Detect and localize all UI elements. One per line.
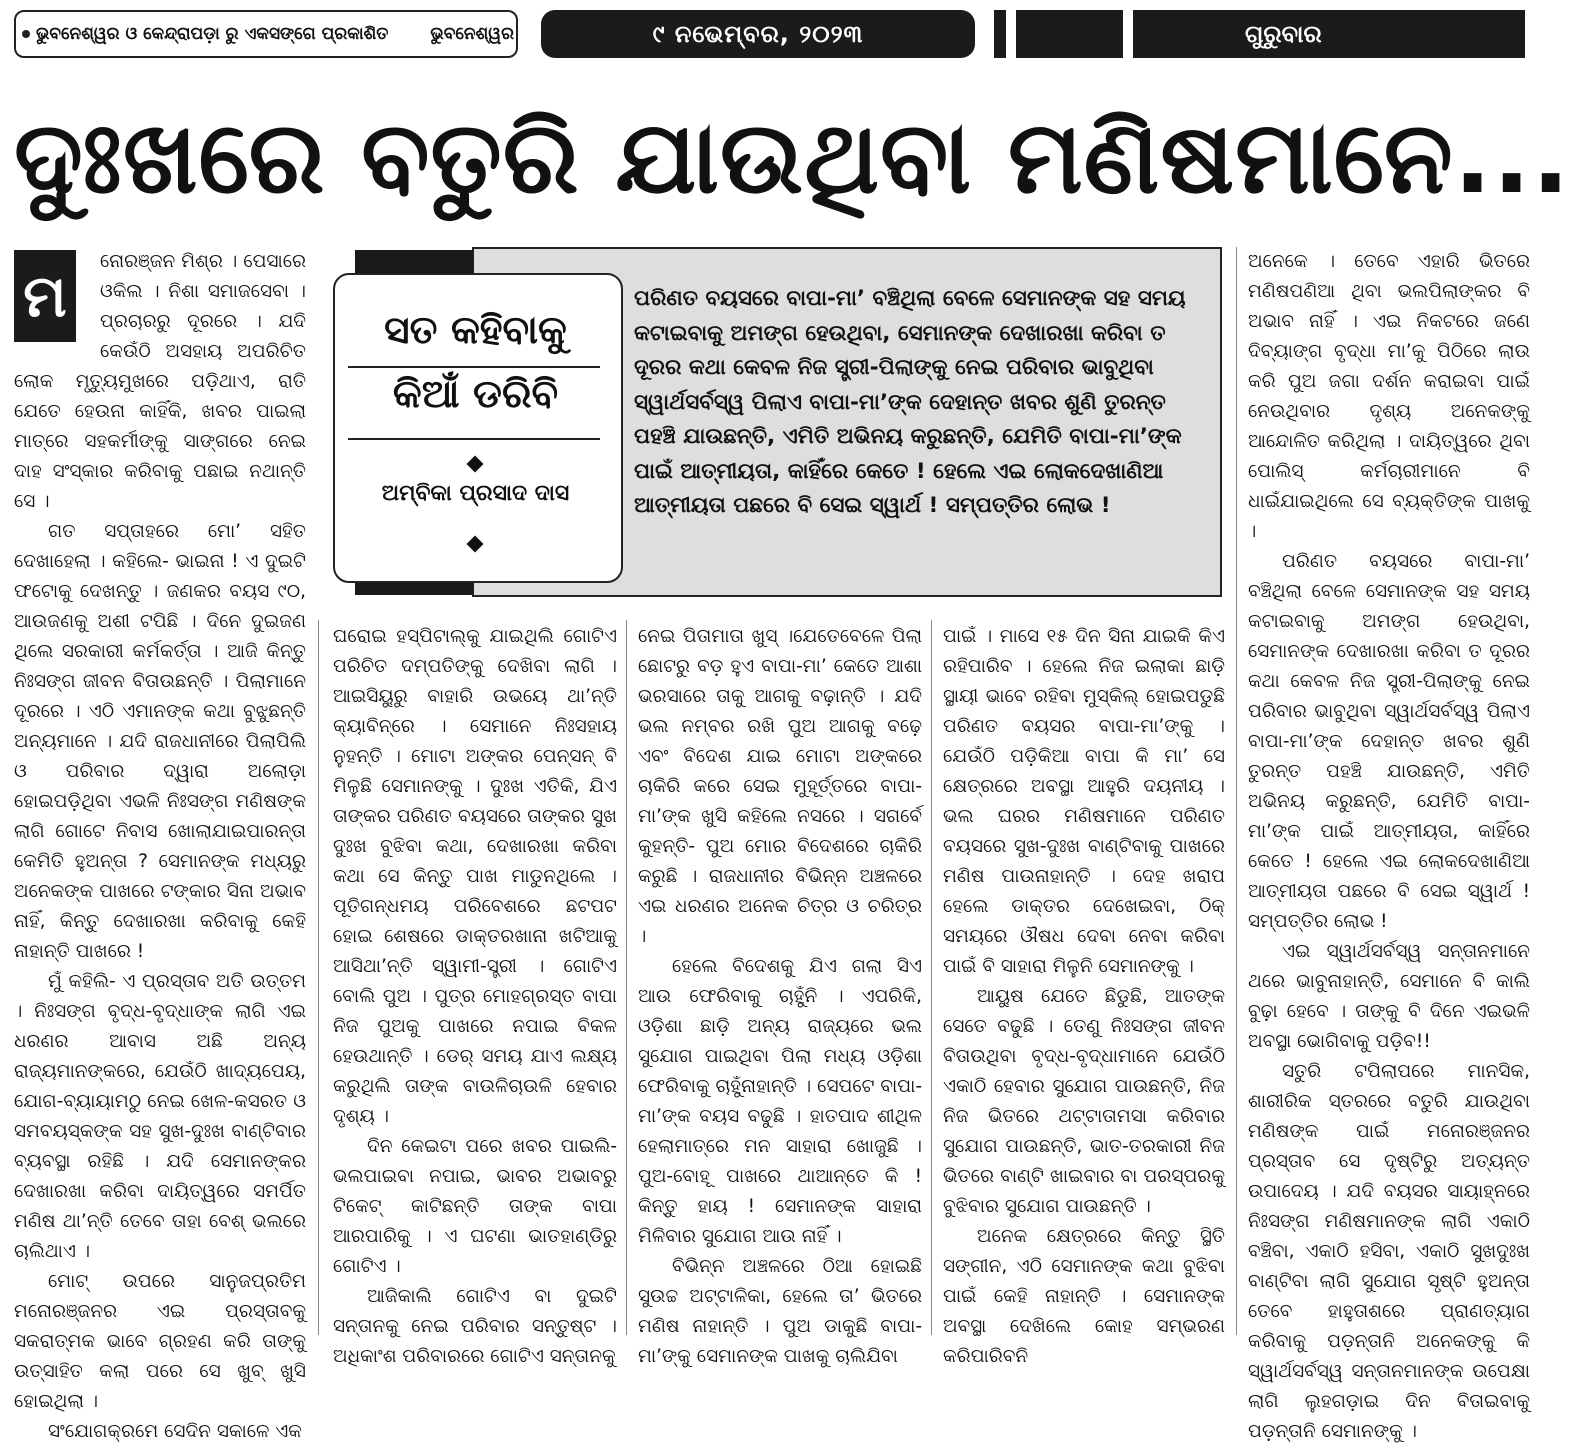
paragraph: ସଂଯୋଗକ୍ରମେ ସେଦିନ ସକାଳେ ଏକ [48,1421,302,1442]
column-title-line2: କିଆଁ ଡରିବି [392,372,559,417]
paragraph: ନୋରଞ୍ଜନ ମିଶ୍ର । ପେସାରେ ଓକିଲ । ନିଶା ସମାଜସେବା । ପ୍ରଚାରରୁ ଦୂରରେ । ଯଦି କେଉଁଠି ଅସହାୟ ଅପରିଚିତ ଲୋକ ମୃତ୍ୟୁମୁଖରେ ପଡ଼ିଥାଏ, ରାତି ଯେତେ ହେଉନା କାହିଁକି, ଖବର ପାଇଲା ମାତ୍ରେ ସହକର୍ମୀଙ୍କୁ ସାଙ୍ଗରେ ନେଇ ଦାହ ସଂସ୍କାର କରିବାକୁ ପଛାଇ ନଥାନ୍ତି ସେ । [14,251,306,512]
issue-day: ଗୁରୁବାର [1133,10,1525,58]
paragraph: ପରିଣତ ବୟସରେ ବାପା-ମା’ ବଞ୍ଚିଥିଲା ବେଳେ ସେମାନଙ୍କ ସହ ସମୟ କଟାଇବାକୁ ଅମଙ୍ଗ ହେଉଥିବା, ସେମାନଙ୍କ ଦେଖାରଖା କରିବା ତ ଦୂରର କଥା କେବଳ ନିଜ ସ୍ତ୍ରୀ-ପିଲାଙ୍କୁ ନେଇ ପରିବାର ଭାବୁଥିବା ସ୍ୱାର୍ଥସର୍ବସ୍ୱ ପିଲାଏ ବାପା-ମା’ଙ୍କ ଦେହାନ୍ତ ଖବର ଶୁଣି ତୁରନ୍ତ ପହଞ୍ଚି ଯାଉଛନ୍ତି, ଏମିତି ଅଭିନୟ କରୁଛନ୍ତି, ଯେମିତି ବାପା-ମା’ଙ୍କ ପାଇଁ ଆତ୍ମୀୟତା, କାହିଁରେ କେତେ ! ହେଲେ ଏଇ ଲୋକଦେଖାଣିଆ ଆତ୍ମୀୟତା ପଛରେ ବି ସେଇ ସ୍ୱାର୍ଥ ! ସମ୍ପତ୍ତିର ଲୋଭ ! [1248,551,1530,932]
paragraph: ଆୟୁଷ ଯେତେ ଛିଡୁଛି, ଆତଙ୍କ ସେତେ ବଢୁଛି । ତେଣୁ ନିଃସଙ୍ଗ ଜୀବନ ବିତାଉଥିବା ବୃଦ୍ଧ-ବୃଦ୍ଧାମାନେ ଯେଉଁଠି ଏକାଠି ହେବାର ସୁଯୋଗ ପାଉଛନ୍ତି, ନିଜ ନିଜ ଭିତରେ ଥଟ୍ଟାତାମସା କରିବାର ସୁଯୋଗ ପାଉଛନ୍ତି, ଭାତ-ତରକାରୀ ନିଜ ଭିତରେ ବାଣ୍ଟି ଖାଇବାର ବା ପରସ୍ପରକୁ ବୁଝିବାର ସୁଯୋଗ ପାଉଛନ୍ତି । [943,986,1225,1217]
paragraph: ଅନେକେ । ତେବେ ଏହାରି ଭିତରେ ମଣିଷପଣିଆ ଥିବା ଭଲପିଲାଙ୍କର ବି ଅଭାବ ନାହିଁ । ଏଇ ନିକଟରେ ଜଣେ ଦିବ୍ୟାଙ୍ଗ ବୃଦ୍ଧା ମା’କୁ ପିଠିରେ ଲାଉ କରି ପୁଅ ଜଗା ଦର୍ଶନ କରାଇବା ପାଇଁ ନେଉଥିବାର ଦୃଶ୍ୟ ଅନେକଙ୍କୁ ଆନ୍ଦୋଳିତ କରିଥିଲା । ଦାୟିତ୍ୱରେ ଥିବା ପୋଲିସ୍ କର୍ମଚାରୀମାନେ ବି ଧାଇଁଯାଇଥିଲେ ସେ ବ୍ୟକ୍ତିଙ୍କ ପାଖକୁ । [1248,251,1530,542]
publication-line: ଭୁବନେଶ୍ୱର ଓ କେନ୍ଦ୍ରାପଡ଼ା ରୁ ଏକସଙ୍ଗେ ପ୍ରକାଶିତ [36,24,389,44]
drop-cap-spacer [14,247,100,339]
paragraph: ସତୁରି ଟପିଲାପରେ ମାନସିକ, ଶାରୀରିକ ସ୍ତରରେ ବତୁରି ଯାଉଥିବା ମଣିଷଙ୍କ ପାଇଁ ମନୋରଞ୍ଜନର ପ୍ରସ୍ତାବ ସେ ଦୃଷ୍ଟିରୁ ଅତ୍ୟନ୍ତ ଉପାଦେୟ । ଯଦି ବୟସର ସାୟାହ୍ନରେ ନିଃସଙ୍ଗ ମଣିଷମାନଙ୍କ ଲାଗି ଏକାଠି ବଞ୍ଚିବା, ଏକାଠି ହସିବା, ଏକାଠି ସୁଖଦୁଃଖ ବାଣ୍ଟିବା ଲାଗି ସୁଯୋଗ ସୃଷ୍ଟି ହୁଅନ୍ତା ତେବେ ହାହୁତାଶରେ ପ୍ରାଣତ୍ୟାଗ କରିବାକୁ ପଡ଼ନ୍ତାନି ଅନେକଙ୍କୁ କି ସ୍ୱାର୍ଥସର୍ବସ୍ୱ ସନ୍ତାନମାନଙ୍କ ଉପେକ୍ଷା ଲାଗି ଲୁହଗଡ଼ାଇ ଦିନ ବିତାଇବାକୁ ପଡ଼ନ୍ତାନି ସେମାନଙ୍କୁ । [1248,1061,1530,1442]
column-rule [931,620,932,1335]
blurb-text: ପରିଣତ ବୟସରେ ବାପା-ମା’ ବଞ୍ଚିଥିଲା ବେଳେ ସେମାନଙ୍କ ସହ ସମୟ କଟାଇବାକୁ ଅମଙ୍ଗ ହେଉଥିବା, ସେମାନଙ୍କ ଦେଖାରଖା କରିବା ତ ଦୂରର କଥା କେବଳ ନିଜ ସ୍ତ୍ରୀ-ପିଲାଙ୍କୁ ନେଇ ପରିବାର ଭାବୁଥିବା ସ୍ୱାର୍ଥସର୍ବସ୍ୱ ପିଲାଏ ବାପା-ମା’ଙ୍କ ଦେହାନ୍ତ ଖବର ଶୁଣି ତୁରନ୍ତ ପହଞ୍ଚି ଯାଉଛନ୍ତି, ଏମିତି ଅଭିନୟ କରୁଛନ୍ତି, ଯେମିତି ବାପା-ମା’ଙ୍କ ପାଇଁ ଆତ୍ମୀୟତା, କାହିଁରେ କେତେ ! ହେଲେ ଏଇ ଲୋକଦେଖାଣିଆ ଆତ୍ମୀୟତା ପଛରେ ବି ସେଇ ସ୍ୱାର୍ଥ ! ସମ୍ପତ୍ତିର ଲୋଭ ! [634,286,1186,518]
paragraph: ଅନେକ କ୍ଷେତ୍ରରେ କିନ୍ତୁ ସ୍ଥିତି ସଙ୍ଗୀନ, ଏଠି ସେମାନଙ୍କ କଥା ବୁଝିବା ପାଇଁ କେହି ନାହାନ୍ତି । ସେମାନଙ୍କ ଅବସ୍ଥା ଦେଖିଲେ କୋହ ସମ୍ଭରଣ କରିପାରିବନି [943,1226,1225,1367]
article-column-3 [638,622,922,1367]
article-column-2 [333,622,617,1367]
edition-city: ଭୁବନେଶ୍ୱର [430,24,514,44]
page-headline: ଦୁଃଖରେ ବତୁରି ଯାଉଥିବା ମଣିଷମାନେ... [14,99,1571,216]
paragraph: ମୋଟ୍ ଉପରେ ସାନୁଜପ୍ରତିମ ମନୋରଞ୍ଜନର ଏଇ ପ୍ରସ୍ତାବକୁ ସକରାତ୍ମକ ଭାବେ ଗ୍ରହଣ କରି ତାଙ୍କୁ ଉତ୍ସାହିତ କଲା ପରେ ସେ ଖୁବ୍ ଖୁସି ହୋଇଥିଲା । [14,1271,306,1412]
column-title-line1: ସତ କହିବାକୁ [384,308,567,353]
header-divider [1016,10,1123,58]
article-column-4 [943,622,1225,1367]
paragraph: ନେଇ ପିତାମାତା ଖୁସ୍ ।ଯେତେବେଳେ ପିଲା ଛୋଟରୁ ବଡ଼ ହୁଏ ବାପା-ମା’ କେତେ ଆଶା ଭରସାରେ ତାକୁ ଆଗକୁ ବଢ଼ାନ୍ତି । ଯଦି ଭଲ ନମ୍ବର ରଖି ପୁଅ ଆଗକୁ ବଢ଼େ ଏବଂ ବିଦେଶ ଯାଇ ମୋଟା ଅଙ୍କରେ ଚାକିରି କରେ ସେଇ ମୁହୂର୍ତ୍ତରେ ବାପା-ମା’ଙ୍କ ଖୁସି କହିଲେ ନସରେ । ସଗର୍ବେ କୁହନ୍ତି- ପୁଅ ମୋର ବିଦେଶରେ ଚାକିରି କରୁଛି । ରାଜଧାନୀର ବିଭିନ୍ନ ଅଞ୍ଚଳରେ ଏଇ ଧରଣର ଅନେକ ଚିତ୍ର ଓ ଚରିତ୍ର । [638,626,922,947]
divider [348,366,600,368]
paragraph: ଦିନ କେଇଟା ପରେ ଖବର ପାଇଲି- ଭଲପାଇବା ନପାଇ, ଭାବର ଅଭାବରୁ ଟିକେଟ୍ କାଟିଛନ୍ତି ତାଙ୍କ ବାପା ଆରପାରିକୁ । ଏ ଘଟଣା ଭାତହାଣ୍ଡିରୁ ଗୋଟିଏ । [333,1136,617,1277]
paragraph: ଏଇ ସ୍ୱାର୍ଥସର୍ବସ୍ୱ ସନ୍ତାନମାନେ ଥରେ ଭାବୁନାହାନ୍ତି, ସେମାନେ ବି କାଲି ବୁଢ଼ା ହେବେ । ତାଙ୍କୁ ବି ଦିନେ ଏଇଭଳି ଅବସ୍ଥା ଭୋଗିବାକୁ ପଡ଼ିବ!! [1248,941,1530,1052]
column-rule [1236,247,1237,1335]
paragraph: ବିଭିନ୍ନ ଅଞ୍ଚଳରେ ଠିଆ ହୋଇଛି ସୁଉଚ୍ଚ ଅଟ୍ଟାଳିକା, ହେଲେ ତା’ ଭିତରେ ମଣିଷ ନାହାନ୍ତି । ପୁଅ ଡାକୁଛି ବାପା-ମା’ଙ୍କୁ ସେମାନଙ୍କ ପାଖକୁ ଚାଲିଯିବା [638,1256,922,1367]
paragraph: ଆଜିକାଲି ଗୋଟିଏ ବା ଦୁଇଟି ସନ୍ତାନକୁ ନେଇ ପରିବାର ସନ୍ତୁଷ୍ଟ । ଅଧିକାଂଶ ପରିବାରରେ ଗୋଟିଏ ସନ୍ତାନକୁ [333,1286,617,1367]
divider [348,438,600,440]
bullet-icon [22,30,30,38]
column-rule [626,620,627,1335]
paragraph: ପାଇଁ । ମାସେ ୧୫ ଦିନ ସିନା ଯାଇକି କିଏ ରହିପାରିବ । ହେଲେ ନିଜ ଇଲାକା ଛାଡ଼ି ସ୍ଥାୟୀ ଭାବେ ରହିବା ମୁସ୍କିଲ୍ ହୋଇପଡୁଛି ପରିଣତ ବୟସର ବାପା-ମା’ଙ୍କୁ । ଯେଉଁଠି ପଡ଼ିକିଆ ବାପା କି ମା’ ସେ କ୍ଷେତ୍ରରେ ଅବସ୍ଥା ଆହୁରି ଦୟନୀୟ । ଭଲ ଘରର ମଣିଷମାନେ ପରିଣତ ବୟସରେ ସୁଖ-ଦୁଃଖ ବାଣ୍ଟିବାକୁ ପାଖରେ ମଣିଷ ପାଉନାହାନ୍ତି । ଦେହ ଖରାପ ହେଲେ ଡାକ୍ତର ଦେଖେଇବା, ଠିକ୍ ସମୟରେ ଔଷଧ ଦେବା ନେବା କରିବା ପାଇଁ ବି ସାହାରା ମିଳୁନି ସେମାନଙ୍କୁ । [943,626,1225,977]
paragraph: ହେଲେ ବିଦେଶକୁ ଯିଏ ଗଲା ସିଏ ଆଉ ଫେରିବାକୁ ଚାହୁଁନି । ଏପରିକି, ଓଡ଼ିଶା ଛାଡ଼ି ଅନ୍ୟ ରାଜ୍ୟରେ ଭଲ ସୁଯୋଗ ପାଇଥିବା ପିଲା ମଧ୍ୟ ଓଡ଼ିଶା ଫେରିବାକୁ ଚାହୁଁନାହାନ୍ତି । ସେପଟେ ବାପା-ମା’ଙ୍କ ବୟସ ବଢୁଛି । ହାତପାଦ ଶୀଥିଳ ହେଲାମାତ୍ରେ ମନ ସାହାରା ଖୋଜୁଛି । ପୁଅ-ବୋହୂ ପାଖରେ ଥାଆନ୍ତେ କି ! କିନ୍ତୁ ହାୟ ! ସେମାନଙ୍କ ସାହାରା ମିଳିବାର ସୁଯୋଗ ଆଉ ନାହିଁ । [638,956,922,1247]
paragraph: ଗତ ସପ୍ତାହରେ ମୋ’ ସହିତ ଦେଖାହେଲା । କହିଲେ- ଭାଇନା ! ଏ ଦୁଇଟି ଫଟୋକୁ ଦେଖନ୍ତୁ । ଜଣକର ବୟସ ୯୦, ଆଉଜଣକୁ ଅଶୀ ଟପିଛି । ଦିନେ ଦୁଇଜଣ ଥିଲେ ସରକାରୀ କର୍ମକର୍ତ୍ତା । ଆଜି କିନ୍ତୁ ନିଃସଙ୍ଗ ଜୀବନ ବିତାଉଛନ୍ତି । ପିଲାମାନେ ଦୂରରେ । ଏଠି ଏମାନଙ୍କ କଥା ବୁଝୁଛନ୍ତି ଅନ୍ୟମାନେ । ଯଦି ରାଜଧାନୀରେ ପିଲାପିଲି ଓ ପରିବାର ଦ୍ୱାରା ଅଲୋଡ଼ା ହୋଇପଡ଼ିଥିବା ଏଭଳି ନିଃସଙ୍ଗ ମଣିଷଙ୍କ ଲାଗି ଗୋଟେ ନିବାସ ଖୋଲାଯାଇପାରନ୍ତା କେମିତି ହୁଅନ୍ତା ? ସେମାନଙ୍କ ମଧ୍ୟରୁ ଅନେକଙ୍କ ପାଖରେ ଟଙ୍କାର ସିନା ଅଭାବ ନାହିଁ, କିନ୍ତୁ ଦେଖାରଖା କରିବାକୁ କେହି ନାହାନ୍ତି ପାଖରେ ! [14,521,306,962]
column-rule [318,620,319,1335]
article-column-5 [1248,247,1530,1442]
article-column-1 [14,247,306,1442]
paragraph: ମୁଁ କହିଲି- ଏ ପ୍ରସ୍ତାବ ଅତି ଉତ୍ତମ । ନିଃସଙ୍ଗ ବୃଦ୍ଧ-ବୃଦ୍ଧାଙ୍କ ଲାଗି ଏଇ ଧରଣର ଆବାସ ଅଛି ଅନ୍ୟ ରାଜ୍ୟମାନଙ୍କରେ, ଯେଉଁଠି ଖାଦ୍ୟପେୟ, ଯୋଗ-ବ୍ୟାୟାମଠୁ ନେଇ ଖେଳ-କସରତ ଓ ସମବୟସ୍କଙ୍କ ସହ ସୁଖ-ଦୁଃଖ ବାଣ୍ଟିବାର ବ୍ୟବସ୍ଥା ରହିଛି । ଯଦି ସେମାନଙ୍କର ଦେଖାରଖା କରିବା ଦାୟିତ୍ୱରେ ସମର୍ପିତ ମଣିଷ ଥା’ନ୍ତି ତେବେ ତାହା ବେଶ୍ ଭଲରେ ଚାଲିଥାଏ । [14,971,306,1262]
paragraph: ଘରୋଇ ହସ୍ପିଟାଲ୍‌କୁ ଯାଇଥିଲି ଗୋଟିଏ ପରିଚିତ ଦମ୍ପତିଙ୍କୁ ଦେଖିବା ଲାଗି । ଆଇସିୟୁରୁ ବାହାରି ଉଭୟେ ଥା’ନ୍ତି କ୍ୟାବିନ୍‌ରେ । ସେମାନେ ନିଃସହାୟ ନୁହନ୍ତି । ମୋଟା ଅଙ୍କର ପେନ୍‌ସନ୍ ବି ମିଳୁଛି ସେମାନଙ୍କୁ । ଦୁଃଖ ଏତିକି, ଯିଏ ତାଙ୍କର ପରିଣତ ବୟସରେ ତାଙ୍କର ସୁଖ ଦୁଃଖ ବୁଝିବା କଥା, ଦେଖାରଖା କରିବା କଥା ସେ କିନ୍ତୁ ପାଖ ମାଡୁନଥିଲେ । ପୂତିଗନ୍ଧମୟ ପରିବେଶରେ ଛଟପଟ ହୋଇ ଶେଷରେ ଡାକ୍ତରଖାନା ଖଟିଆକୁ ଆସିଥା’ନ୍ତି ସ୍ୱାମୀ-ସ୍ତ୍ରୀ । ଗୋଟିଏ ବୋଲି ପୁଅ । ପୁତ୍ର ମୋହଗ୍ରସ୍ତ ବାପା ନିଜ ପୁଅକୁ ପାଖରେ ନପାଇ ବିକଳ ହେଉଥାନ୍ତି । ଡେର୍ ସମୟ ଯାଏ ଲକ୍ଷ୍ୟ କରୁଥିଲି ତାଙ୍କ ବାଉଳିଚାଉଳି ହେବାର ଦୃଶ୍ୟ । [333,626,617,1127]
issue-date: ୯ ନଭେମ୍ବର, ୨୦୨୩ [541,10,975,58]
drop-cap: ମ [14,250,76,342]
header-divider [994,10,1006,58]
author-name: ଅମ୍ବିକା ପ୍ରସାଦ ଦାସ [381,481,570,506]
masthead-publication-bar [14,10,518,58]
